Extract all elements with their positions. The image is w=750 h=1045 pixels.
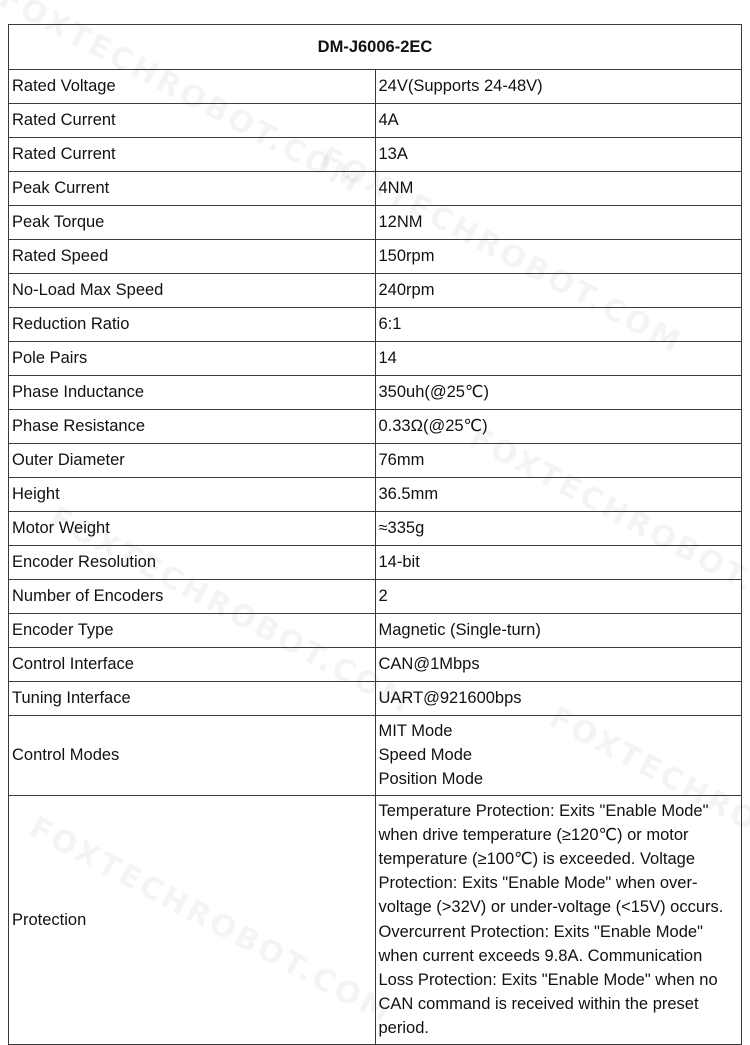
table-row-protection bbox=[9, 795, 742, 1044]
spec-value: 14-bit bbox=[375, 546, 742, 580]
spec-value: 2 bbox=[375, 580, 742, 614]
table-row bbox=[9, 274, 742, 308]
control-mode-item: Position Mode bbox=[378, 770, 484, 789]
spec-value: 12NM bbox=[375, 206, 742, 240]
spec-value: 350uh(@25℃) bbox=[375, 376, 742, 410]
spec-value: 4A bbox=[375, 104, 742, 138]
spec-label: Rated Current bbox=[9, 104, 376, 138]
spec-label: Peak Torque bbox=[9, 206, 376, 240]
spec-value: Magnetic (Single-turn) bbox=[375, 614, 742, 648]
table-row bbox=[9, 444, 742, 478]
table-row bbox=[9, 70, 742, 104]
table-row bbox=[9, 172, 742, 206]
spec-value: 0.33Ω(@25℃) bbox=[375, 410, 742, 444]
spec-label: Phase Resistance bbox=[9, 410, 376, 444]
table-row bbox=[9, 512, 742, 546]
spec-label: Phase Inductance bbox=[9, 376, 376, 410]
table-row bbox=[9, 308, 742, 342]
spec-value: 6:1 bbox=[375, 308, 742, 342]
spec-label: Encoder Resolution bbox=[9, 546, 376, 580]
table-row bbox=[9, 240, 742, 274]
spec-label: Tuning Interface bbox=[9, 682, 376, 716]
table-row bbox=[9, 342, 742, 376]
spec-value: 4NM bbox=[375, 172, 742, 206]
spec-label: Pole Pairs bbox=[9, 342, 376, 376]
spec-value: 240rpm bbox=[375, 274, 742, 308]
spec-label: Encoder Type bbox=[9, 614, 376, 648]
spec-label: Rated Speed bbox=[9, 240, 376, 274]
spec-value: CAN@1Mbps bbox=[375, 648, 742, 682]
table-row bbox=[9, 104, 742, 138]
table-row bbox=[9, 478, 742, 512]
spec-label: Height bbox=[9, 478, 376, 512]
table-row bbox=[9, 138, 742, 172]
spec-value: 150rpm bbox=[375, 240, 742, 274]
spec-value: 14 bbox=[375, 342, 742, 376]
table-row bbox=[9, 206, 742, 240]
spec-value: 76mm bbox=[375, 444, 742, 478]
table-row bbox=[9, 546, 742, 580]
spec-label: Control Interface bbox=[9, 648, 376, 682]
spec-value-control-modes bbox=[375, 716, 742, 796]
table-row bbox=[9, 580, 742, 614]
spec-value-protection: Temperature Protection: Exits "Enable Mode" when drive temperature (≥120℃) or motor temperature (≥100℃) is exceeded. Voltage Protection: Exits "Enable Mode" when over-voltage (>32V) or under-voltage (<15V) occurs. Overcurrent Protection: Exits "Enable Mode" when current exceeds 9.8A. Communication Loss Protection: Exits "Enable Mode" when no CAN command is received within the preset period. bbox=[375, 795, 742, 1044]
spec-label: Number of Encoders bbox=[9, 580, 376, 614]
table-row bbox=[9, 614, 742, 648]
control-mode-item: MIT Mode bbox=[378, 722, 453, 740]
spec-label: Rated Current bbox=[9, 138, 376, 172]
spec-value: 24V(Supports 24-48V) bbox=[375, 70, 742, 104]
spec-value: UART@921600bps bbox=[375, 682, 742, 716]
spec-label: Reduction Ratio bbox=[9, 308, 376, 342]
spec-label: Protection bbox=[9, 795, 376, 1044]
spec-value: 13A bbox=[375, 138, 742, 172]
title-row bbox=[9, 25, 742, 70]
spec-label: No-Load Max Speed bbox=[9, 274, 376, 308]
table-row bbox=[9, 682, 742, 716]
spec-title: DM-J6006-2EC bbox=[9, 25, 742, 70]
spec-label: Rated Voltage bbox=[9, 70, 376, 104]
spec-table bbox=[8, 24, 742, 1045]
table-row bbox=[9, 376, 742, 410]
table-row bbox=[9, 648, 742, 682]
control-mode-item: Speed Mode bbox=[378, 746, 473, 765]
spec-label: Peak Current bbox=[9, 172, 376, 206]
spec-value: ≈335g bbox=[375, 512, 742, 546]
spec-label: Control Modes bbox=[9, 716, 376, 796]
spec-label: Outer Diameter bbox=[9, 444, 376, 478]
table-row-control-modes bbox=[9, 716, 742, 796]
spec-value: 36.5mm bbox=[375, 478, 742, 512]
spec-label: Motor Weight bbox=[9, 512, 376, 546]
table-row bbox=[9, 410, 742, 444]
